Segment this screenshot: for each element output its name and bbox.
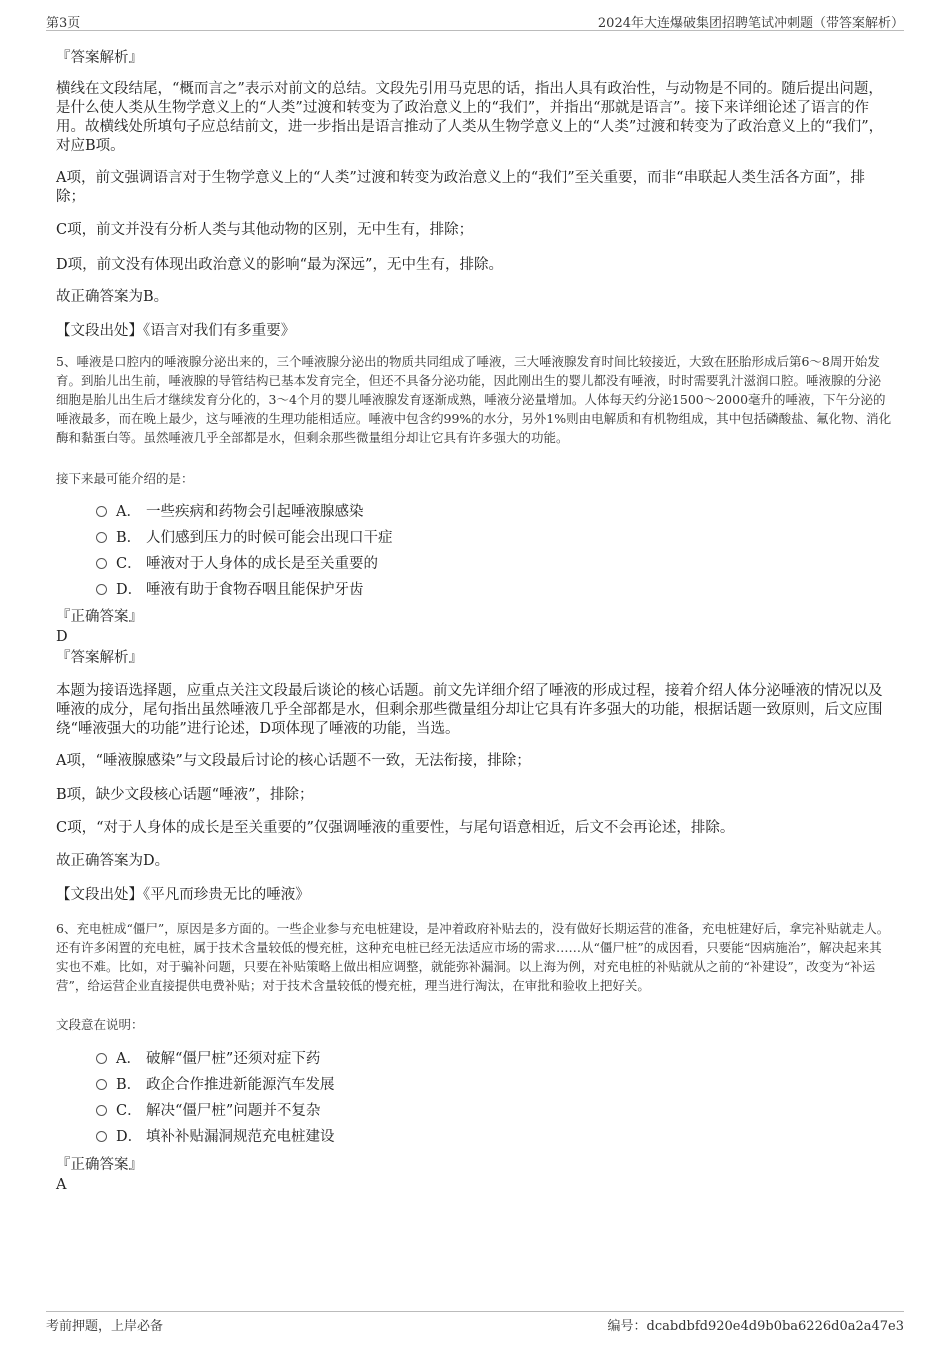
document-code: 编号：dcabdbfd920e4d9b0ba6226d0a2a47e3 [607,1319,904,1334]
q4-analysis-option-d: D项，前文没有体现出政治意义的影响“最为深远”，无中生有，排除。 [56,257,503,273]
footer-slogan: 考前押题，上岸必备 [46,1319,164,1334]
q5-prompt: 接下来最可能介绍的是： [56,471,194,486]
q6-prompt: 文段意在说明： [56,1017,144,1032]
q6-option-d[interactable]: D． 填补补贴漏洞规范充电桩建设 [96,1128,335,1147]
q4-analysis-paragraph: 横线在文段结尾，“概而言之”表示对前文的总结。文段先引用马克思的话，指出人具有政治性，与动物是不同的。随后提出问题，是什么使人类从生物学意义上的“人类”过渡和转变为了政治意义上的“我们”，并指出“那就是语言”。接下来详细论述了语言的作用。故横线处所填句子应总结前文，进一步指出是语言推动了人类从生物学意义上的“人类”过渡和转变为了政治意义上的“我们”，对应B项。 [56,81,884,154]
document-title: 2024年大连爆破集团招聘笔试冲刺题（带答案解析） [597,16,904,31]
q5-option-a[interactable]: A． 一些疾病和药物会引起唾液腺感染 [96,503,364,522]
radio-button[interactable] [96,532,107,543]
q5-analysis-option-a: A项，“唾液腺感染”与文段最后讨论的核心话题不一致，无法衔接，排除； [56,753,531,769]
q5-option-c[interactable]: C． 唾液对于人身体的成长是至关重要的 [96,555,378,574]
q5-source: 【文段出处】《平凡而珍贵无比的唾液》 [56,887,310,903]
q6-option-a[interactable]: A． 破解“僵尸桩”还须对症下药 [96,1050,320,1069]
radio-button[interactable] [96,1105,107,1116]
q4-conclusion: 故正确答案为B。 [56,289,169,305]
radio-button[interactable] [96,1079,107,1090]
page-footer [46,1311,904,1336]
radio-button[interactable] [96,1131,107,1142]
q6-option-c[interactable]: C． 解决“僵尸桩”问题并不复杂 [96,1102,320,1121]
radio-button[interactable] [96,506,107,517]
q4-analysis-option-a: A项，前文强调语言对于生物学意义上的“人类”过渡和转变为政治意义上的“我们”至关重要，而非“串联起人类生活各方面”，排除； [56,170,865,205]
radio-button[interactable] [96,584,107,595]
q5-answer: D [56,629,68,645]
q6-option-b[interactable]: B． 政企合作推进新能源汽车发展 [96,1076,335,1095]
q4-source: 【文段出处】《语言对我们有多重要》 [56,323,296,339]
q5-conclusion: 故正确答案为D。 [56,853,170,869]
page-number: 第3页 [46,16,81,31]
q5-analysis-paragraph: 本题为接语选择题，应重点关注文段最后谈论的核心话题。前文先详细介绍了唾液的形成过程，接着介绍人体分泌唾液的情况以及唾液的成分，尾句指出虽然唾液几乎全部都是水，但剩余那些微量组分却让它具有许多强大的功能，根据话题一致原则，后文应围绕“唾液强大的功能”进行论述，D项体现了唾液的功能，当选。 [56,683,883,737]
radio-button[interactable] [96,558,107,569]
q4-analysis-option-c: C项，前文并没有分析人类与其他动物的区别，无中生有，排除； [56,222,474,238]
page-header [46,0,904,31]
q5-analysis-option-c: C项，“对于人身体的成长是至关重要的”仅强调唾液的重要性，与尾句语意相近，后文不会再论述，排除。 [56,820,735,836]
q5-analysis-option-b: B项，缺少文段核心话题“唾液”，排除； [56,787,314,803]
q6-stem: 6、充电桩成“僵尸”，原因是多方面的。一些企业参与充电桩建设，是冲着政府补贴去的，没有做好长期运营的准备，充电桩建好后，拿完补贴就走人。还有许多闲置的充电桩，属于技术含量较低的慢充桩，这种充电桩已经无法适应市场的需求……从“僵尸桩”的成因看，只要能“因病施治”，解决起来其实也不难。比如，对于骗补问题，只要在补贴策略上做出相应调整，就能弥补漏洞。以上海为例，对充电桩的补贴就从之前的“补建设”，改变为“补运营”，给运营企业直接提供电费补贴；对于技术含量较低的慢充桩，理当进行淘汰，在审批和验收上把好关。 [56,921,890,993]
q6-answer-label: 『正确答案』 [56,1157,143,1173]
radio-button[interactable] [96,1053,107,1064]
q4-analysis-label: 『答案解析』 [56,50,143,66]
q6-answer: A [56,1177,67,1193]
q5-analysis-label: 『答案解析』 [56,650,143,666]
q5-option-b[interactable]: B． 人们感到压力的时候可能会出现口干症 [96,529,393,548]
q5-option-d[interactable]: D． 唾液有助于食物吞咽且能保护牙齿 [96,581,364,600]
q5-stem: 5、唾液是口腔内的唾液腺分泌出来的，三个唾液腺分泌出的物质共同组成了唾液，三大唾液腺发育时间比较接近，大致在胚胎形成后第6～8周开始发育。到胎儿出生前，唾液腺的导管结构已基本发育完全，但还不具备分泌功能，因此刚出生的婴儿都没有唾液，时时需要乳汁滋润口腔。唾液腺的分泌细胞是胎儿出生后才继续发育分化的，3～4个月的婴儿唾液腺发育逐渐成熟，唾液分泌量增加。人体每天约分泌1500～2000毫升的唾液，下午分泌的唾液最多，而在晚上最少，这与唾液的生理功能相适应。唾液中包含约99%的水分，另外1%则由电解质和有机物组成，其中包括磷酸盐、氟化物、消化酶和黏蛋白等。虽然唾液几乎全部都是水，但剩余那些微量组分却让它具有许多强大的功能。 [56,354,892,445]
q5-answer-label: 『正确答案』 [56,609,143,625]
